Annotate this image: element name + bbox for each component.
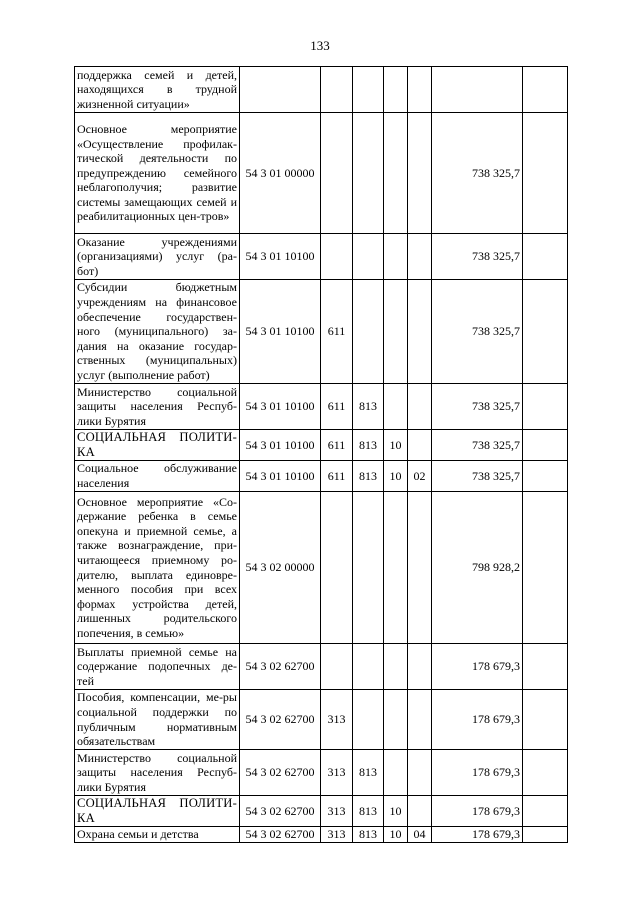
sum-cell: 178 679,3 [432,690,523,750]
rz-code-cell [384,384,408,430]
sum-cell [432,67,523,113]
row-name-cell: Министерство социальной защиты населения Респуб-лики Бурятия [75,750,240,796]
pr-code-cell: 02 [408,461,432,492]
pr-code-cell [408,492,432,644]
budget-table [74,66,568,843]
table-row [75,461,568,492]
csr-code-cell: 54 3 01 10100 [240,461,321,492]
sum-cell: 798 928,2 [432,492,523,644]
extra-cell [523,750,568,796]
vr-code-cell: 611 [321,430,353,461]
grbs-code-cell [353,67,384,113]
sum-cell: 738 325,7 [432,430,523,461]
grbs-code-cell [353,113,384,234]
sum-cell: 178 679,3 [432,827,523,843]
vr-code-cell [321,113,353,234]
extra-cell [523,690,568,750]
csr-code-cell: 54 3 02 62700 [240,827,321,843]
pr-code-cell [408,384,432,430]
row-name-cell: поддержка семей и детей, находящихся в трудной жизненной ситуации» [75,67,240,113]
sum-cell: 738 325,7 [432,280,523,384]
csr-code-cell: 54 3 02 62700 [240,796,321,827]
extra-cell [523,827,568,843]
row-name-cell: Субсидии бюджетным учреждениям на финансовое обеспечение государствен-ного (муниципального) за-дания на оказание государ-ственных (муниципальных) услуг (выполнение работ) [75,280,240,384]
pr-code-cell [408,113,432,234]
row-name-cell: Охрана семьи и детства [75,827,240,843]
table-row [75,827,568,843]
sum-cell: 738 325,7 [432,234,523,280]
vr-code-cell [321,492,353,644]
rz-code-cell [384,67,408,113]
table-row [75,280,568,384]
grbs-code-cell: 813 [353,796,384,827]
vr-code-cell: 611 [321,280,353,384]
row-name-cell: Министерство социальной защиты населения Респуб-лики Бурятия [75,384,240,430]
row-name-cell: Основное мероприятие «Со-держание ребенка в семье опекуна и приемной семье, а также вознаграждение, при-читающееся приемному ро-дителю, выплата единовре-менного пособия при всех формах устройства детей, лишенных родительского попечения, в семью» [75,492,240,644]
rz-code-cell [384,644,408,690]
sum-cell: 178 679,3 [432,750,523,796]
row-name-cell: Основное мероприятие «Осуществление профилак-тической деятельности по предупреждению семейного неблагополучия; развитие системы замещающих семей и реабилитационных цен-тров» [75,113,240,234]
table-row [75,234,568,280]
table-row [75,113,568,234]
vr-code-cell [321,644,353,690]
rz-code-cell: 10 [384,827,408,843]
vr-code-cell: 611 [321,384,353,430]
sum-cell: 738 325,7 [432,384,523,430]
sum-cell: 178 679,3 [432,796,523,827]
row-name-cell: Оказание учреждениями (организациями) услуг (ра-бот) [75,234,240,280]
csr-code-cell: 54 3 02 62700 [240,644,321,690]
table-row [75,644,568,690]
vr-code-cell: 313 [321,750,353,796]
csr-code-cell: 54 3 01 10100 [240,384,321,430]
table-body [75,67,568,843]
vr-code-cell: 611 [321,461,353,492]
vr-code-cell [321,67,353,113]
sum-cell: 738 325,7 [432,461,523,492]
csr-code-cell: 54 3 02 62700 [240,690,321,750]
rz-code-cell [384,750,408,796]
csr-code-cell: 54 3 01 10100 [240,234,321,280]
row-name-cell: Пособия, компенсации, ме-ры социальной поддержки по публичным нормативным обязательствам [75,690,240,750]
rz-code-cell: 10 [384,796,408,827]
rz-code-cell [384,690,408,750]
extra-cell [523,461,568,492]
extra-cell [523,796,568,827]
pr-code-cell [408,796,432,827]
vr-code-cell: 313 [321,827,353,843]
csr-code-cell: 54 3 02 00000 [240,492,321,644]
extra-cell [523,384,568,430]
pr-code-cell [408,644,432,690]
pr-code-cell [408,67,432,113]
pr-code-cell: 04 [408,827,432,843]
grbs-code-cell: 813 [353,384,384,430]
rz-code-cell: 10 [384,430,408,461]
rz-code-cell [384,234,408,280]
grbs-code-cell: 813 [353,750,384,796]
table-row [75,796,568,827]
rz-code-cell: 10 [384,461,408,492]
pr-code-cell [408,430,432,461]
table-row [75,430,568,461]
csr-code-cell: 54 3 01 00000 [240,113,321,234]
extra-cell [523,492,568,644]
csr-code-cell: 54 3 01 10100 [240,280,321,384]
table-row [75,690,568,750]
grbs-code-cell: 813 [353,430,384,461]
table-row [75,384,568,430]
extra-cell [523,113,568,234]
pr-code-cell [408,280,432,384]
row-name-cell: СОЦИАЛЬНАЯ ПОЛИТИ-КА [75,430,240,461]
rz-code-cell [384,280,408,384]
grbs-code-cell [353,492,384,644]
grbs-code-cell [353,690,384,750]
grbs-code-cell [353,234,384,280]
csr-code-cell [240,67,321,113]
table-row [75,492,568,644]
rz-code-cell [384,113,408,234]
table-row [75,67,568,113]
pr-code-cell [408,690,432,750]
grbs-code-cell: 813 [353,461,384,492]
row-name-cell: СОЦИАЛЬНАЯ ПОЛИТИ-КА [75,796,240,827]
extra-cell [523,644,568,690]
extra-cell [523,234,568,280]
grbs-code-cell: 813 [353,827,384,843]
table-row [75,750,568,796]
csr-code-cell: 54 3 01 10100 [240,430,321,461]
extra-cell [523,280,568,384]
vr-code-cell: 313 [321,796,353,827]
extra-cell [523,67,568,113]
vr-code-cell: 313 [321,690,353,750]
rz-code-cell [384,492,408,644]
sum-cell: 738 325,7 [432,113,523,234]
page-number: 133 [310,38,330,53]
grbs-code-cell [353,280,384,384]
pr-code-cell [408,750,432,796]
csr-code-cell: 54 3 02 62700 [240,750,321,796]
row-name-cell: Выплаты приемной семье на содержание подопечных де-тей [75,644,240,690]
sum-cell: 178 679,3 [432,644,523,690]
row-name-cell: Социальное обслуживание населения [75,461,240,492]
vr-code-cell [321,234,353,280]
grbs-code-cell [353,644,384,690]
extra-cell [523,430,568,461]
pr-code-cell [408,234,432,280]
